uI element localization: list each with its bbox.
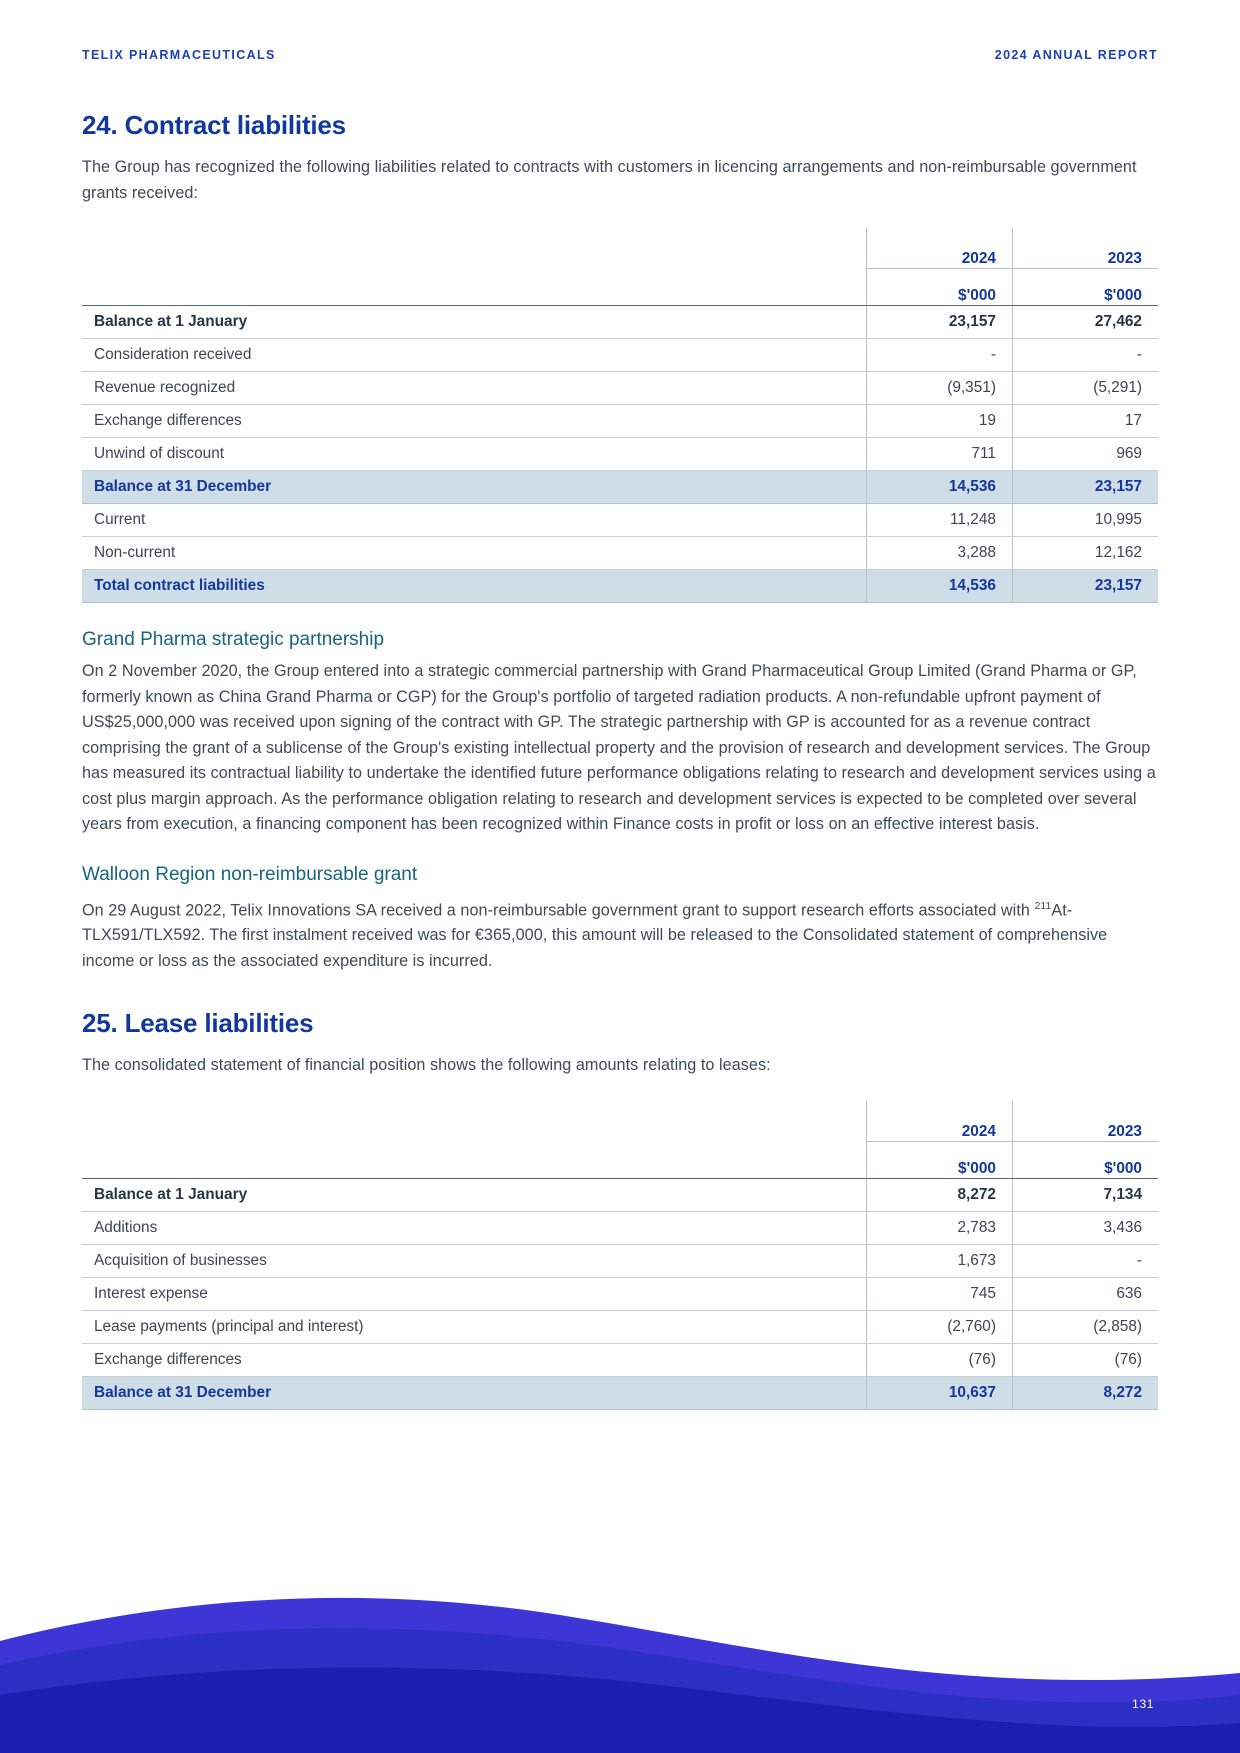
row-value-2023: 636	[1012, 1277, 1158, 1310]
walloon-text-before: On 29 August 2022, Telix Innovations SA received a non-reimbursable government grant to support research efforts associated with	[82, 900, 1035, 919]
row-value-2023: 23,157	[1012, 570, 1158, 603]
note-24-intro: The Group has recognized the following liabilities related to contracts with customers in licencing arrangements and non-reimbursable government grants received:	[82, 158, 1137, 202]
grand-pharma-heading: Grand Pharma strategic partnership	[82, 629, 385, 650]
row-value-2024: (76)	[867, 1343, 1013, 1376]
row-label: Balance at 31 December	[82, 471, 867, 504]
row-label: Revenue recognized	[82, 372, 867, 405]
table-row	[82, 504, 1158, 537]
table-row	[82, 1310, 1158, 1343]
table-row	[82, 1277, 1158, 1310]
row-label: Balance at 1 January	[82, 306, 867, 339]
contract-liabilities-table	[82, 228, 1158, 603]
walloon-text-after: At-TLX591/TLX592. The first instalment received was for €365,000, this amount will be released to the Consolidated statement of comprehensive income or loss as the associated expenditure is incurred.	[82, 900, 1108, 970]
row-label: Interest expense	[82, 1277, 867, 1310]
page-number: 131	[1132, 1697, 1154, 1711]
row-value-2024: 23,157	[867, 306, 1013, 339]
row-value-2023: 10,995	[1012, 504, 1158, 537]
table-row	[82, 339, 1158, 372]
header-year-2024: 2024	[867, 228, 1013, 269]
note-24-heading: 24. Contract liabilities	[82, 110, 346, 140]
note-25-heading: 25. Lease liabilities	[82, 1008, 314, 1039]
row-value-2024: 2,783	[867, 1211, 1013, 1244]
row-value-2023: -	[1012, 1244, 1158, 1277]
row-value-2023: 3,436	[1012, 1211, 1158, 1244]
row-value-2024: (2,760)	[867, 1310, 1013, 1343]
table-row-highlight	[82, 471, 1158, 504]
table-row-total	[82, 570, 1158, 603]
row-value-2023: 27,462	[1012, 306, 1158, 339]
row-value-2024: -	[867, 339, 1013, 372]
row-value-2024: 711	[867, 438, 1013, 471]
table-row	[82, 1244, 1158, 1277]
note-25-intro: The consolidated statement of financial position shows the following amounts relating to leases:	[82, 1056, 771, 1075]
table-row	[82, 1178, 1158, 1211]
unit-blank	[82, 269, 867, 306]
isotope-superscript: 211	[1034, 899, 1052, 912]
table-header-years	[82, 228, 1158, 269]
unit-2024: $'000	[867, 1141, 1013, 1178]
page-content	[82, 110, 1158, 1414]
table-row	[82, 306, 1158, 339]
row-value-2023: (2,858)	[1012, 1310, 1158, 1343]
table-header-units	[82, 269, 1158, 306]
unit-blank	[82, 1141, 867, 1178]
row-label: Additions	[82, 1211, 867, 1244]
table-row-total	[82, 1376, 1158, 1409]
row-value-2023: (76)	[1012, 1343, 1158, 1376]
row-label: Balance at 1 January	[82, 1178, 867, 1211]
table-row	[82, 405, 1158, 438]
row-value-2024: 8,272	[867, 1178, 1013, 1211]
row-value-2023: 8,272	[1012, 1376, 1158, 1409]
unit-2023: $'000	[1012, 269, 1158, 306]
unit-2023: $'000	[1012, 1141, 1158, 1178]
row-label: Exchange differences	[82, 1343, 867, 1376]
table-row	[82, 1211, 1158, 1244]
header-year-2024: 2024	[867, 1101, 1013, 1142]
row-value-2023: 969	[1012, 438, 1158, 471]
running-header-right: 2024 ANNUAL REPORT	[994, 48, 1158, 62]
row-label: Acquisition of businesses	[82, 1244, 867, 1277]
row-value-2023: 23,157	[1012, 471, 1158, 504]
header-blank	[82, 228, 867, 269]
row-value-2024: 19	[867, 405, 1013, 438]
table-header-units	[82, 1141, 1158, 1178]
grand-pharma-paragraph: On 2 November 2020, the Group entered into a strategic commercial partnership with Grand Pharmaceutical Group Limited (Grand Pharma or GP, formerly known as China Grand Pharma or CGP) for the Group's portfolio of targeted radiation products. A non-refundable upfront payment of US$25,000,000 was received upon signing of the contract with GP. The strategic partnership with GP is accounted for as a revenue contract comprising the grant of a sublicense of the Group's existing intellectual property and the provision of research and development services. The Group has measured its contractual liability to undertake the identified future performance obligations relating to research and development services using a cost plus margin approach. As the performance obligation relating to research and development services is expected to be completed over several years from execution, a financing component has been recognized within Finance costs in profit or loss on an effective interest basis.	[82, 662, 1156, 833]
footer-wave-graphic	[0, 1523, 1240, 1753]
row-value-2024: 745	[867, 1277, 1013, 1310]
row-label: Current	[82, 504, 867, 537]
walloon-heading: Walloon Region non-reimbursable grant	[82, 863, 418, 885]
unit-2024: $'000	[867, 269, 1013, 306]
row-value-2023: 17	[1012, 405, 1158, 438]
table-row	[82, 372, 1158, 405]
row-label: Consideration received	[82, 339, 867, 372]
row-label: Non-current	[82, 537, 867, 570]
header-year-2023: 2023	[1012, 228, 1158, 269]
row-value-2024: 11,248	[867, 504, 1013, 537]
row-label: Lease payments (principal and interest)	[82, 1310, 867, 1343]
row-value-2023: 12,162	[1012, 537, 1158, 570]
running-header	[82, 48, 1158, 62]
row-value-2024: 14,536	[867, 570, 1013, 603]
row-label: Unwind of discount	[82, 438, 867, 471]
header-blank	[82, 1101, 867, 1142]
row-value-2023: -	[1012, 339, 1158, 372]
row-value-2024: 10,637	[867, 1376, 1013, 1409]
table-row	[82, 1343, 1158, 1376]
row-value-2024: 3,288	[867, 537, 1013, 570]
row-value-2024: (9,351)	[867, 372, 1013, 405]
table-row	[82, 438, 1158, 471]
row-label: Exchange differences	[82, 405, 867, 438]
row-value-2023: (5,291)	[1012, 372, 1158, 405]
row-value-2024: 14,536	[867, 471, 1013, 504]
lease-liabilities-table	[82, 1101, 1158, 1410]
row-value-2023: 7,134	[1012, 1178, 1158, 1211]
table-header-years	[82, 1101, 1158, 1142]
row-value-2024: 1,673	[867, 1244, 1013, 1277]
row-label: Total contract liabilities	[82, 570, 867, 603]
header-year-2023: 2023	[1012, 1101, 1158, 1142]
row-label: Balance at 31 December	[82, 1376, 867, 1409]
walloon-paragraph	[82, 894, 1158, 975]
table-row	[82, 537, 1158, 570]
running-header-left: TELIX PHARMACEUTICALS	[82, 48, 276, 62]
